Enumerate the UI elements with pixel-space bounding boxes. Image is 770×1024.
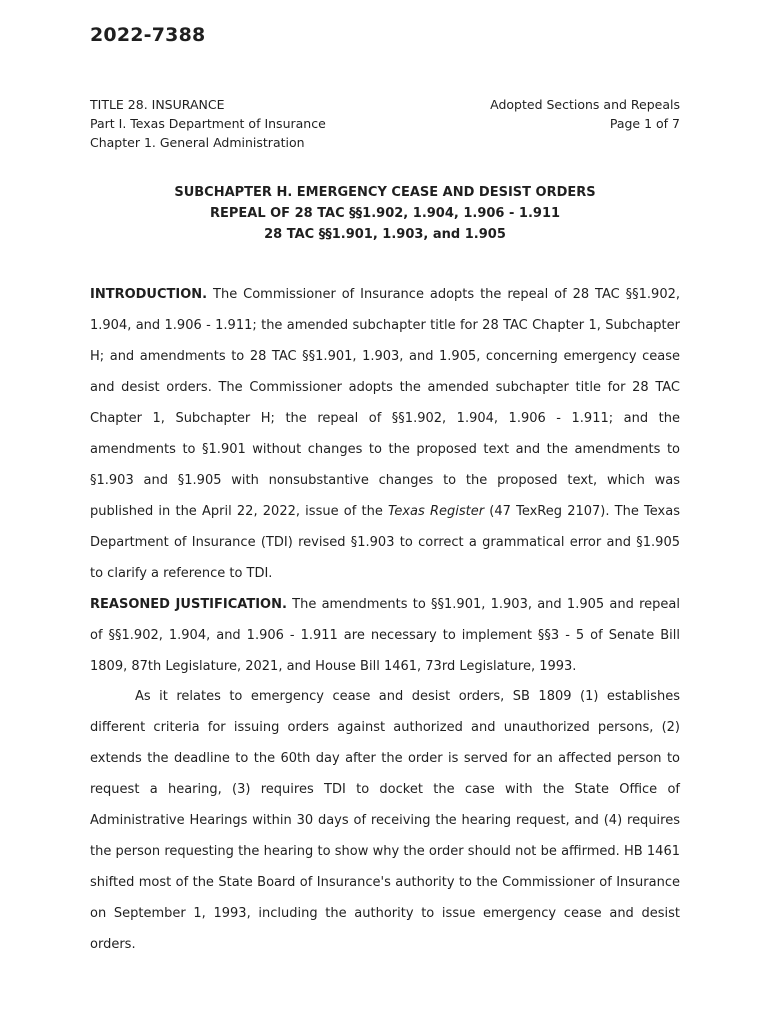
header-section-type: Adopted Sections and Repeals <box>490 97 680 112</box>
sb-1809-paragraph: As it relates to emergency cease and desist orders, SB 1809 (1) establishes different criteria for issuing orders against authorized and unauthorized persons, (2) extends the deadline to the 60th day after the order is served for an affected person to request a hearing, (3) requires TDI to docket the case with the State Office of Administrative Hearings within 30 days of receiving the hearing request, and (4) requires the person requesting the hearing to show why the order should not be affirmed. HB 1461 shifted most of the State Board of Insurance's authority to the Commissioner of Insurance on September 1, 1993, including the authority to issue emergency cease and desist orders. <box>90 689 680 952</box>
document-title <box>90 182 680 245</box>
reasoned-justification-paragraph <box>90 589 680 682</box>
reasoned-justification-text: The amendments to §§1.901, 1.903, and 1.905 and repeal of §§1.902, 1.904, and 1.906 - 1.911 are necessary to implement §§3 - 5 of Senate Bill 1809, 87th Legislature, 2021, and House Bill 1461, 73rd Legislature, 1993. <box>90 597 680 674</box>
header-left <box>90 95 326 152</box>
title-line-amendments: 28 TAC §§1.901, 1.903, and 1.905 <box>264 227 506 242</box>
introduction-paragraph <box>90 279 680 589</box>
title-line-subchapter: SUBCHAPTER H. EMERGENCY CEASE AND DESIST ORDERS <box>174 185 596 200</box>
introduction-heading: INTRODUCTION. <box>90 287 208 302</box>
header-title-line: TITLE 28. INSURANCE <box>90 97 225 112</box>
introduction-text-end: (47 TexReg 2107). The Texas Department of Insurance (TDI) revised §1.903 to correct a grammatical error and §1.905 to clarify a reference to TDI. <box>90 504 680 581</box>
page-indicator: Page 1 of 7 <box>609 116 680 131</box>
publication-name: Texas Register <box>388 504 485 519</box>
introduction-text: The Commissioner of Insurance adopts the repeal of 28 TAC §§1.902, 1.904, and 1.906 - 1.911; the amended subchapter title for 28 TAC Chapter 1, Subchapter H; and amendments to 28 TAC §§1.901, 1.903, and 1.905, concerning emergency cease and desist orders. The Commissioner adopts the amended subchapter title for 28 TAC Chapter 1, Subchapter H; the repeal of §§1.902, 1.904, 1.906 - 1.911; and the amendments to §1.901 without changes to the proposed text and the amendments to §1.903 and §1.905 with nonsubstantive changes to the proposed text, which was published in the April 22, 2022, issue of the <box>90 287 680 519</box>
header-part-line: Part I. Texas Department of Insurance <box>90 116 326 131</box>
reasoned-justification-heading: REASONED JUSTIFICATION. <box>90 597 287 612</box>
header-chapter-line: Chapter 1. General Administration <box>90 135 305 150</box>
document-number: 2022-7388 <box>90 24 206 46</box>
header-right <box>490 95 680 133</box>
title-line-repeal: REPEAL OF 28 TAC §§1.902, 1.904, 1.906 - 1.911 <box>209 206 561 221</box>
